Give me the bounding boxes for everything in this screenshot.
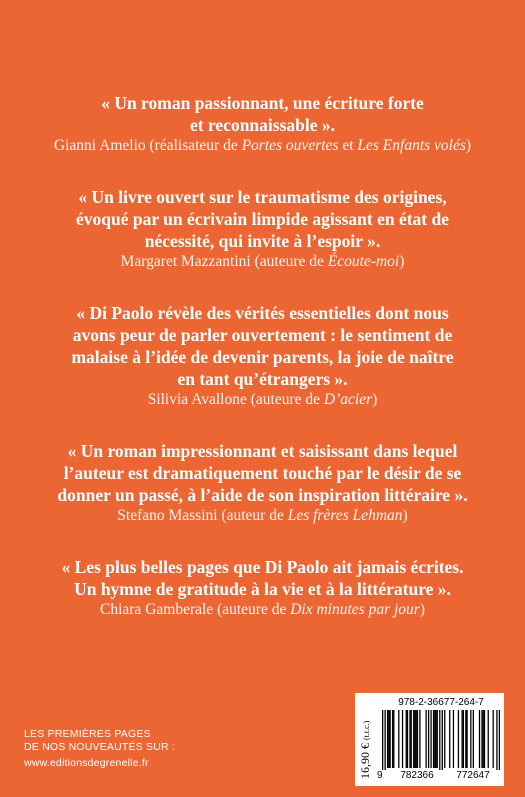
price-label — [358, 721, 373, 779]
barcode-bar — [398, 710, 399, 768]
quote-4 — [23, 440, 503, 526]
price-suffix: (t.t.c.) — [362, 720, 371, 740]
quote-text — [23, 556, 503, 600]
quote-line: l’auteur est dramatiquement touché par le désir de se — [63, 463, 462, 483]
barcode-bar — [453, 710, 454, 768]
barcode-bar — [414, 710, 415, 768]
attribution-text: (auteur de — [217, 507, 288, 524]
quote-line: malaise à l’idée de devenir parents, la joie de naître — [71, 347, 454, 367]
barcode-digit-first: 9 — [377, 770, 383, 781]
barcode-bar — [499, 710, 500, 770]
barcode-bar — [417, 710, 418, 768]
barcode-bar — [433, 710, 434, 768]
attribution-text: ) — [399, 253, 405, 270]
work-title: Les frères Lehman — [287, 507, 403, 524]
quote-attribution — [23, 390, 503, 410]
quote-attribution — [23, 136, 503, 156]
quote-line: « Un roman impressionnant et saisissant dans lequel — [67, 441, 458, 461]
attribution-text: (auteure de — [246, 391, 324, 408]
price-value: 16,90 € — [358, 743, 372, 779]
barcode-bar — [483, 710, 484, 768]
publisher-note — [24, 728, 175, 770]
barcode-bar — [466, 710, 467, 768]
barcode-bar — [416, 710, 417, 768]
attribution-text: (réalisateur de — [145, 137, 242, 154]
barcode-bar — [496, 710, 497, 770]
quote-text — [23, 302, 503, 390]
quote-line: « Les plus belles pages que Di Paolo ait jamais écrites. — [61, 557, 464, 577]
barcode-bar — [449, 710, 450, 768]
author-name: Chiara Gamberale — [100, 601, 214, 618]
attribution-text: ) — [372, 391, 378, 408]
barcode-bar — [393, 710, 394, 768]
attribution-text: (auteure de — [250, 253, 328, 270]
quote-1 — [23, 92, 503, 156]
quote-2 — [23, 186, 503, 272]
publisher-note-line: DE NOS NOUVEAUTÉS SUR : — [24, 741, 176, 753]
barcode-bar — [493, 710, 494, 768]
barcode-bar — [435, 710, 436, 768]
work-title: Portes ouvertes — [241, 137, 339, 154]
barcode-bar — [387, 710, 388, 768]
author-name: Stefano Massini — [117, 507, 218, 524]
barcode-bar — [392, 710, 393, 768]
quote-line: évoqué par un écrivain limpide agissant en état de — [75, 209, 450, 229]
barcode-bar — [439, 710, 440, 770]
barcode-bar — [419, 710, 420, 768]
barcode-bar — [488, 710, 489, 768]
barcode-digit-group: 782366 — [400, 770, 434, 781]
barcode-bar — [413, 710, 414, 768]
quote-line: « Un livre ouvert sur le traumatisme des origines, — [78, 187, 447, 207]
barcode-bar — [442, 710, 443, 770]
barcode-bar — [382, 710, 383, 770]
barcode-panel — [355, 693, 504, 786]
barcode-bar — [430, 710, 431, 768]
barcode-bar — [465, 710, 466, 768]
barcode-bar — [458, 710, 459, 768]
quote-text — [23, 92, 503, 136]
quote-attribution — [23, 506, 503, 526]
quote-text — [23, 186, 503, 252]
barcode-bar — [434, 710, 435, 768]
barcode-bar — [484, 710, 485, 768]
quote-line: Un hymne de gratitude à la vie et à la littérature ». — [74, 579, 451, 599]
attribution-text: ) — [465, 137, 472, 154]
barcode-bar — [402, 710, 403, 768]
barcode-bar — [388, 710, 389, 768]
barcode-bar — [411, 710, 412, 768]
attribution-text: (auteure de — [213, 601, 291, 618]
barcode-bar — [479, 710, 480, 768]
quote-5 — [23, 556, 503, 620]
barcode-digit-group: 772647 — [456, 770, 490, 781]
work-title: Les Enfants volés — [357, 137, 466, 154]
work-title: Dix minutes par jour — [290, 601, 420, 618]
barcode-bar — [409, 710, 410, 768]
quote-line: donner un passé, à l’aide de son inspiration littéraire ». — [57, 485, 468, 505]
publisher-note-line: LES PREMIÈRES PAGES — [24, 728, 151, 740]
quote-line: nécessité, qui invite à l’espoir ». — [144, 231, 381, 251]
attribution-text: ) — [402, 507, 408, 524]
endorsement-quotes — [0, 92, 525, 620]
quote-text — [23, 440, 503, 506]
publisher-website-link[interactable]: www.editionsdegrenelle.fr — [24, 757, 149, 769]
quote-line: « Un roman passionnant, une écriture forte — [101, 93, 424, 113]
barcode-bar — [481, 710, 482, 768]
isbn-number: 978-2-36677-264-7 — [398, 697, 484, 708]
barcode-bar — [473, 710, 474, 768]
barcode-bar — [384, 710, 385, 770]
quote-line: en tant qu’étrangers ». — [177, 369, 348, 389]
barcode-bar — [461, 710, 462, 768]
quote-line: et reconnaissable ». — [189, 115, 336, 135]
work-title: Écoute-moi — [327, 253, 400, 270]
barcode-bar — [444, 710, 445, 768]
quote-attribution — [23, 252, 503, 272]
barcode-bar — [406, 710, 407, 768]
barcode-bar — [389, 710, 390, 768]
barcode-bar — [437, 710, 438, 768]
quote-line: « Di Paolo révèle des vérités essentielles dont nous — [76, 303, 449, 323]
attribution-text: et — [338, 137, 358, 154]
attribution-text: ) — [419, 601, 425, 618]
barcode-bar — [470, 710, 471, 768]
ean-barcode — [382, 710, 500, 770]
quote-line: avons peur de parler ouvertement : le sentiment de — [72, 325, 453, 345]
barcode-bar — [407, 710, 408, 768]
author-name: Margaret Mazzantini — [120, 253, 251, 270]
barcode-bar — [428, 710, 429, 768]
quote-3 — [23, 302, 503, 410]
quote-attribution — [23, 600, 503, 620]
barcode-bar — [463, 710, 464, 768]
author-name: Gianni Amelio — [53, 137, 146, 154]
barcode-bar — [425, 710, 426, 768]
work-title: D’acier — [323, 391, 373, 408]
author-name: Silivia Avallone — [147, 391, 247, 408]
